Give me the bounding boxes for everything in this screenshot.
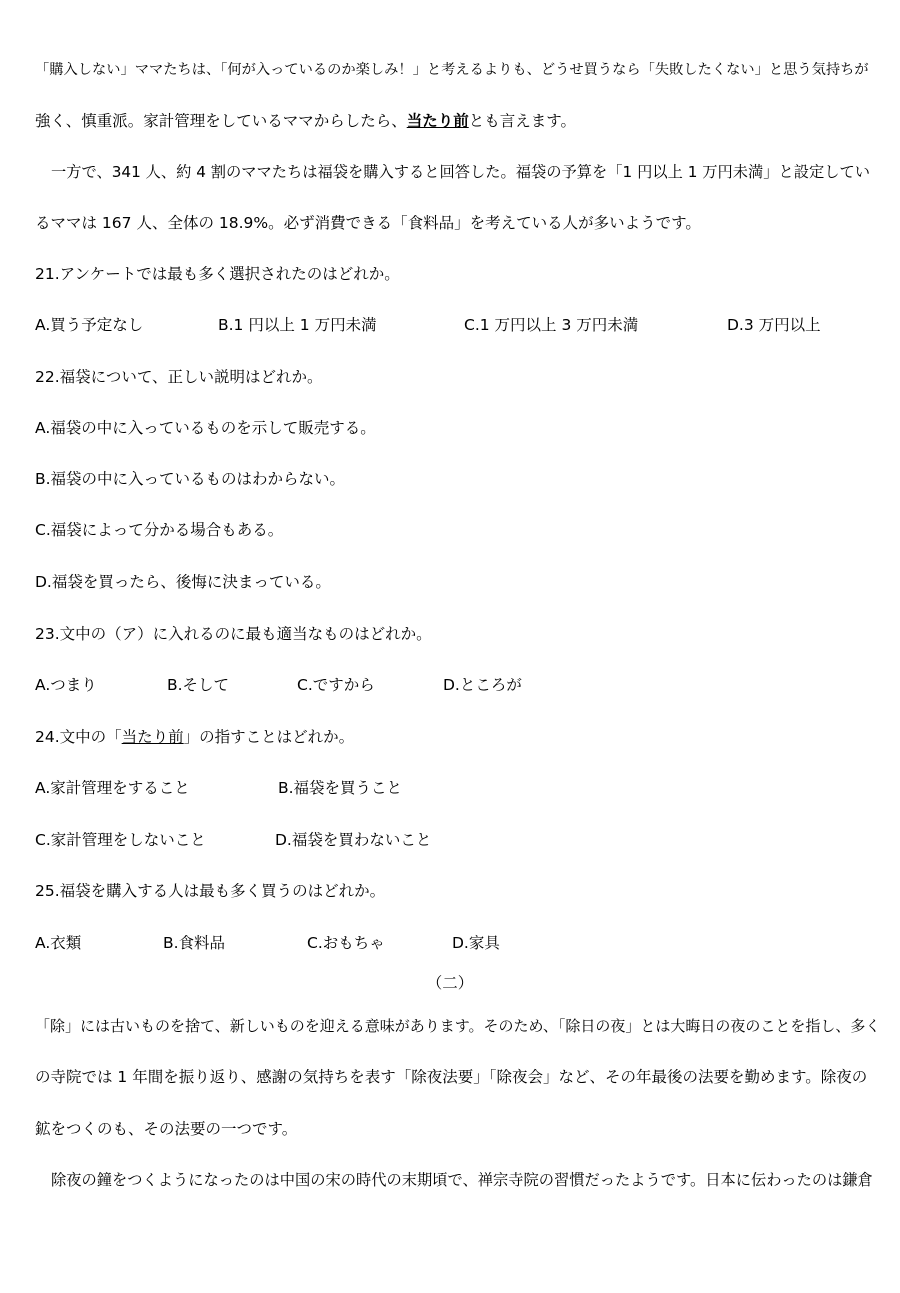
option-b: B.そして [167, 676, 230, 694]
option-a: A.買う予定なし [35, 316, 144, 334]
option-b: B.福袋の中に入っているものはわからない。 [35, 470, 346, 488]
text-span: 「除」には古いものを捨て、新しいものを迎える意味があります。そのため、「除日の夜」とは大晦日の夜のことを指し、多く [35, 1017, 881, 1035]
question-23-options [0, 675, 900, 695]
text-span: 「購入しない」ママたちは、「何が入っているのか楽しみ！」と考えるよりも、どうせ買うなら「失敗したくない」と思う気持ちが [35, 62, 869, 78]
option-d: D.福袋を買わないこと [275, 831, 432, 849]
question-23 [35, 624, 870, 644]
text-span: とも言えます。 [468, 112, 576, 130]
question-22-option-b [35, 469, 870, 489]
question-text: 23.文中の（ア）に入れるのに最も適当なものはどれか。 [35, 625, 432, 643]
question-22 [35, 367, 870, 387]
question-22-option-c [35, 520, 870, 540]
option-a: A.衣類 [35, 934, 82, 952]
option-b: B.福袋を買うこと [278, 779, 403, 797]
text-span: 鉱をつくのも、その法要の一つです。 [35, 1120, 298, 1138]
text-span: 」の指すことはどれか。 [183, 728, 355, 746]
option-a: A.家計管理をすること [35, 779, 190, 797]
section-2-paragraph-1-line-1 [35, 1016, 881, 1036]
section-heading: （二） [426, 974, 474, 992]
text-span: 除夜の鐘をつくようになったのは中国の宋の時代の末期頃で、禅宗寺院の習慣だったようです。日本に伝わったのは鎌倉 [51, 1171, 873, 1189]
question-text: 22.福袋について、正しい説明はどれか。 [35, 368, 323, 386]
option-c: C.1 万円以上 3 万円未満 [464, 316, 639, 334]
question-24 [35, 727, 870, 747]
option-c: C.ですから [297, 676, 375, 694]
question-text: 25.福袋を購入する人は最も多く買うのはどれか。 [35, 882, 386, 900]
question-25-options [0, 933, 900, 953]
option-c: C.家計管理をしないこと [35, 831, 206, 849]
section-2-paragraph-2-line-1 [51, 1170, 873, 1190]
option-b: B.1 円以上 1 万円未満 [218, 316, 377, 334]
text-span: 24.文中の「 [35, 728, 122, 746]
paragraph-2-line-1 [51, 162, 870, 182]
option-c: C.福袋によって分かる場合もある。 [35, 521, 284, 539]
question-25 [35, 881, 870, 901]
option-d: D.ところが [443, 676, 522, 694]
emphasized-term: 当たり前 [406, 112, 469, 130]
text-span: 一方で、341 人、約 4 割のママたちは福袋を購入すると回答した。福袋の予算を「1 円以上 1 万円未満」と設定してい [51, 163, 870, 181]
question-text: 21.アンケートでは最も多く選択されたのはどれか。 [35, 265, 400, 283]
option-d: D.家具 [452, 934, 500, 952]
question-22-option-a [35, 418, 870, 438]
option-a: A.福袋の中に入っているものを示して販売する。 [35, 419, 376, 437]
text-span: るママは 167 人、全体の 18.9%。必ず消費できる「食料品」を考えている人が多いようです。 [35, 214, 701, 232]
paragraph-1-line-2 [35, 111, 870, 131]
option-d: D.3 万円以上 [727, 316, 821, 334]
paragraph-2-line-2 [35, 213, 870, 233]
option-d: D.福袋を買ったら、後悔に決まっている。 [35, 573, 331, 591]
question-24-options-row-2 [0, 830, 900, 850]
paragraph-1-line-1 [35, 60, 870, 80]
text-span: 強く、慎重派。家計管理をしているママからしたら、 [35, 112, 407, 130]
section-2-paragraph-1-line-3 [35, 1119, 870, 1139]
question-21-options [0, 315, 900, 335]
underlined-term: 当たり前 [121, 728, 184, 746]
question-22-option-d [35, 572, 870, 592]
section-2-paragraph-1-line-2 [35, 1067, 870, 1087]
option-b: B.食料品 [163, 934, 226, 952]
question-24-options-row-1 [0, 778, 900, 798]
question-21 [35, 264, 870, 284]
option-c: C.おもちゃ [307, 934, 385, 952]
text-span: の寺院では 1 年間を振り返り、感謝の気持ちを表す「除夜法要」「除夜会」など、その年最後の法要を勤めます。除夜の [35, 1068, 868, 1086]
option-a: A.つまり [35, 676, 97, 694]
